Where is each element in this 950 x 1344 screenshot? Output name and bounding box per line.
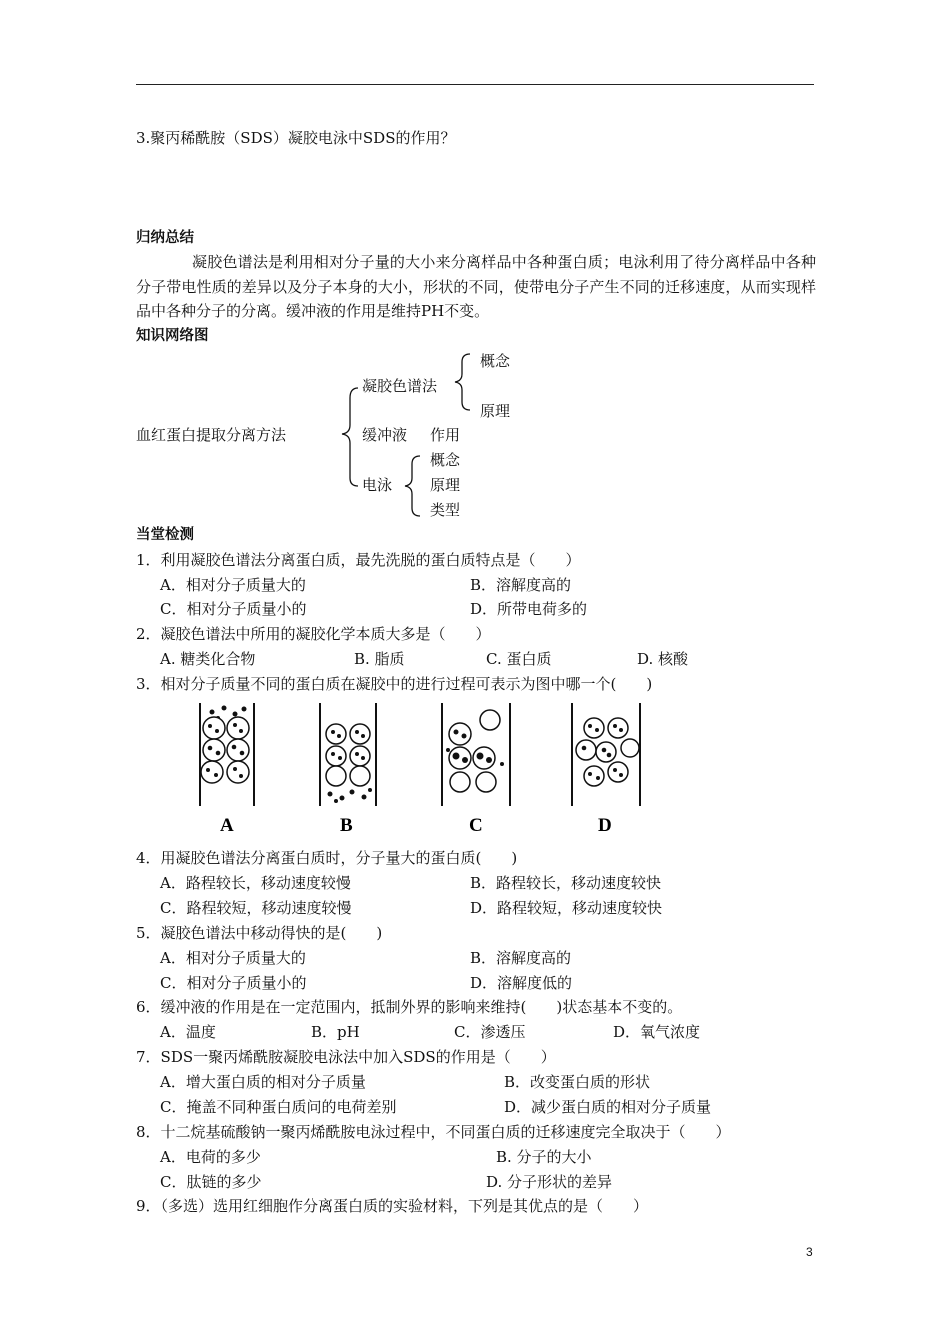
node-buffer: 缓冲液 xyxy=(362,426,408,444)
q8-option-b: B. 分子的大小 xyxy=(496,1148,592,1166)
q4-option-b: B．路程较长，移动速度较快 xyxy=(470,874,662,892)
q1-option-d: D．所带电荷多的 xyxy=(470,600,588,618)
q5-stem: 5．凝胶色谱法中移动得快的是( ) xyxy=(136,924,383,942)
q6-stem: 6．缓冲液的作用是在一定范围内，抵制外界的影响来维持( )状态基本不变的。 xyxy=(136,998,683,1016)
header-rule xyxy=(136,84,814,85)
q7-option-d: D．减少蛋白质的相对分子质量 xyxy=(504,1098,712,1116)
q4-option-c: C．路程较短，移动速度较慢 xyxy=(160,899,352,917)
q5-option-c: C．相对分子质量小的 xyxy=(160,974,307,992)
q7-option-c: C．掩盖不同种蛋白质问的电荷差别 xyxy=(160,1098,397,1116)
q3-stem: 3．相对分子质量不同的蛋白质在凝胶中的进行过程可表示为图中哪一个( ) xyxy=(136,675,653,693)
q8-option-d: D. 分子形状的差异 xyxy=(486,1173,613,1191)
gel-child-concept: 概念 xyxy=(480,352,511,370)
q4-stem: 4．用凝胶色谱法分离蛋白质时，分子量大的蛋白质( ) xyxy=(136,849,518,867)
q5-option-a: A．相对分子质量大的 xyxy=(160,949,306,967)
column-d-beads xyxy=(576,718,639,786)
q6-option-b: B．pH xyxy=(311,1023,360,1041)
column-c-beads xyxy=(449,710,500,792)
q8-stem: 8．十二烷基硫酸钠一聚丙烯酰胺电泳过程中，不同蛋白质的迁移速度完全取决于（ ） xyxy=(136,1123,731,1141)
figure-label-a: A xyxy=(220,815,234,836)
q2-option-c: C. 蛋白质 xyxy=(486,650,552,668)
gel-brace xyxy=(455,354,470,410)
column-a-beads xyxy=(201,717,249,783)
q2-option-d: D. 核酸 xyxy=(637,650,689,668)
q4-option-d: D．路程较短，移动速度较快 xyxy=(470,899,663,917)
summary-text: 凝胶色谱法是利用相对分子量的大小来分离样品中各种蛋白质；电泳利用了待分离样品中各种分子带电性质的差异以及分子本身的大小，形状的不同，使带电分子产生不同的迁移速度，从而实现样品中各种分子的分离。缓冲液的作用是维持PH不变。 xyxy=(136,253,816,320)
q2-stem: 2．凝胶色谱法中所用的凝胶化学本质大多是（ ） xyxy=(136,625,491,643)
q4-option-a: A．路程较长，移动速度较慢 xyxy=(160,874,351,892)
figure-label-b: B xyxy=(340,815,353,836)
q5-option-b: B．溶解度高的 xyxy=(470,949,572,967)
page-number: 3 xyxy=(806,1245,813,1259)
network-root: 血红蛋白提取分离方法 xyxy=(136,426,287,444)
q6-option-c: C．渗透压 xyxy=(454,1023,526,1041)
figure-label-c: C xyxy=(469,815,483,836)
node-gel-chromatography: 凝胶色谱法 xyxy=(362,377,438,395)
q2-option-a: A. 糖类化合物 xyxy=(160,650,256,668)
gel-column-figure xyxy=(180,698,660,843)
gel-child-principle: 原理 xyxy=(480,402,511,420)
question-3-sds: 3.聚丙稀酰胺（SDS）凝胶电泳中SDS的作用？ xyxy=(136,129,456,147)
q6-option-d: D．氧气浓度 xyxy=(613,1023,701,1041)
node-electrophoresis: 电泳 xyxy=(362,476,393,494)
figure-label-d: D xyxy=(598,815,612,836)
network-heading: 知识网络图 xyxy=(136,328,209,344)
q8-option-c: C．肽链的多少 xyxy=(160,1173,262,1191)
electro-child-type: 类型 xyxy=(430,501,461,519)
q1-option-c: C．相对分子质量小的 xyxy=(160,600,307,618)
q1-option-a: A．相对分子质量大的 xyxy=(160,576,306,594)
summary-heading: 归纳总结 xyxy=(136,230,194,246)
q7-option-b: B．改变蛋白质的形状 xyxy=(504,1073,651,1091)
q7-option-a: A．增大蛋白质的相对分子质量 xyxy=(160,1073,366,1091)
q8-option-a: A．电荷的多少 xyxy=(160,1148,261,1166)
buffer-child-function: 作用 xyxy=(430,426,461,444)
check-heading: 当堂检测 xyxy=(136,527,194,543)
electro-child-principle: 原理 xyxy=(430,476,461,494)
q9-stem: 9．（多选）选用红细胞作分离蛋白质的实验材料，下列是其优点的是（ ） xyxy=(136,1197,649,1215)
q1-option-b: B．溶解度高的 xyxy=(470,576,572,594)
root-brace xyxy=(342,388,358,486)
q1-stem: 1．利用凝胶色谱法分离蛋白质，最先洗脱的蛋白质特点是（ ） xyxy=(136,551,581,569)
q2-option-b: B. 脂质 xyxy=(354,650,405,668)
q5-option-d: D．溶解度低的 xyxy=(470,974,573,992)
q7-stem: 7．SDS一聚丙烯酰胺凝胶电泳法中加入SDS的作用是（ ） xyxy=(136,1048,556,1066)
electro-brace xyxy=(405,456,420,516)
q6-option-a: A．温度 xyxy=(160,1023,216,1041)
electro-child-concept: 概念 xyxy=(430,451,461,469)
